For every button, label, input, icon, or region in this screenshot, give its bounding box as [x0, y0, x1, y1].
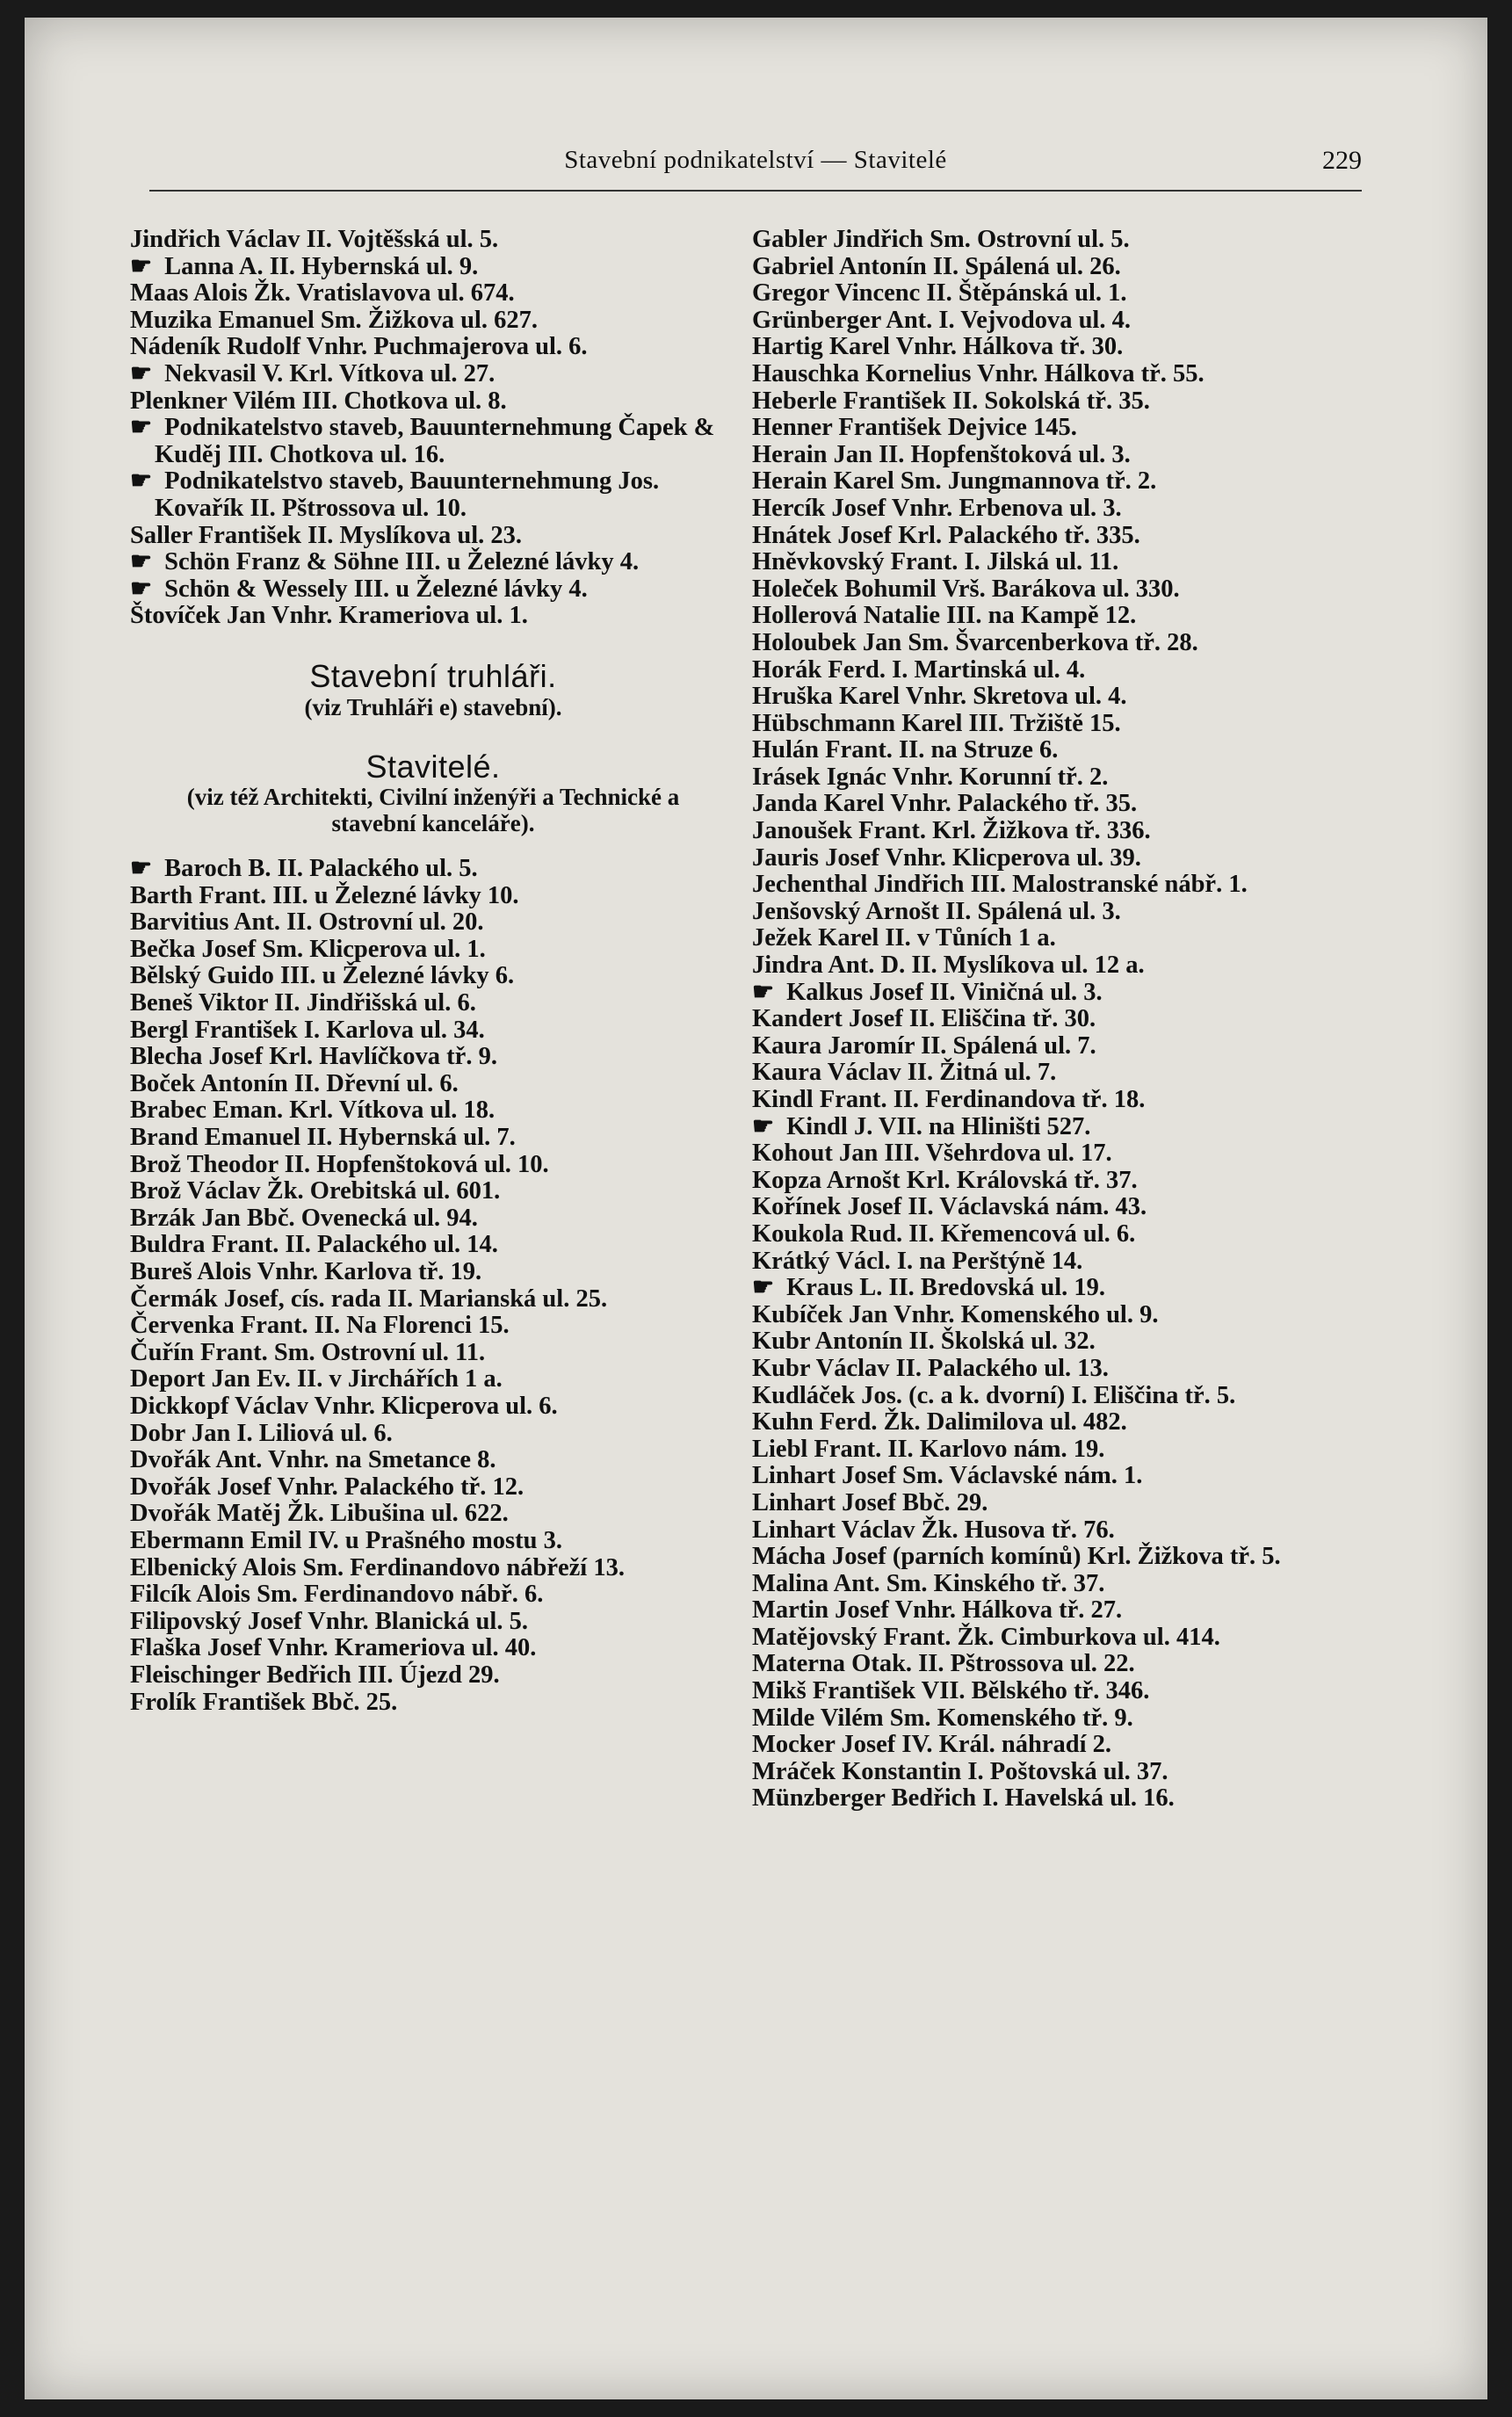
entry-text: Schön & Wessely III. u Železné lávky 4.: [164, 575, 588, 603]
directory-entry: [752, 980, 1367, 1007]
directory-entry: [130, 1662, 736, 1690]
directory-entry: [752, 1383, 1367, 1410]
pointing-hand-icon: ☛: [130, 467, 153, 496]
section-title-stavitele: Stavitelé.: [365, 748, 501, 785]
directory-entry: [752, 1651, 1367, 1678]
entry-text: Linhart Václav Žk. Husova tř. 76.: [752, 1516, 1115, 1544]
directory-entry: [130, 280, 736, 308]
entry-text: Liebl Frant. II. Karlovo nám. 19.: [752, 1435, 1105, 1463]
entry-text: Červenka Frant. II. Na Florenci 15.: [130, 1312, 510, 1340]
entry-text: Janda Karel Vnhr. Palackého tř. 35.: [752, 790, 1138, 818]
pointing-hand-icon: ☛: [130, 414, 153, 442]
entry-text: Lanna A. II. Hybernská ul. 9.: [164, 252, 479, 280]
directory-entry: [752, 1168, 1367, 1195]
directory-entry: [752, 1409, 1367, 1436]
entry-text: Kudláček Jos. (c. a k. dvorní) I. Eliščina tř. 5.: [752, 1381, 1236, 1409]
directory-entry: [752, 1625, 1367, 1652]
directory-entry: [752, 523, 1367, 550]
directory-entry: [752, 1140, 1367, 1168]
directory-entry: [130, 1178, 736, 1205]
entry-text: Kuhn Ferd. Žk. Dalimilova ul. 482.: [752, 1408, 1127, 1436]
book-page: [25, 18, 1487, 2399]
entry-text: Bergl František I. Karlova ul. 34.: [130, 1016, 485, 1044]
directory-entry: [752, 791, 1367, 818]
directory-entry: [752, 361, 1367, 388]
directory-entry: [752, 1248, 1367, 1276]
entry-text: Nádeník Rudolf Vnhr. Puchmajerova ul. 6.: [130, 333, 588, 361]
directory-entry: [130, 1474, 736, 1502]
directory-entry: [130, 549, 736, 576]
entry-text: Maas Alois Žk. Vratislavova ul. 674.: [130, 279, 515, 308]
directory-entry: [130, 1555, 736, 1582]
directory-entry: [130, 1205, 736, 1233]
directory-entry: [130, 963, 736, 990]
directory-entry: [752, 737, 1367, 764]
directory-entry: [752, 1759, 1367, 1786]
directory-entry: [752, 1328, 1367, 1356]
directory-entry: [752, 1463, 1367, 1490]
directory-entry: [130, 856, 736, 883]
directory-entry: [130, 1313, 736, 1340]
directory-entry: [752, 872, 1367, 899]
directory-entry: [752, 603, 1367, 630]
entry-text: Dobr Jan I. Liliová ul. 6.: [130, 1419, 393, 1447]
directory-entry: [130, 1097, 736, 1125]
pointing-hand-icon: ☛: [752, 1112, 775, 1140]
entry-text: Brož Václav Žk. Orebitská ul. 601.: [130, 1177, 501, 1205]
directory-entry: [752, 1517, 1367, 1545]
directory-entry: [752, 1033, 1367, 1060]
directory-entry: [752, 1597, 1367, 1625]
directory-entry: [752, 254, 1367, 281]
entries-stavitele-continued: [752, 227, 1367, 1813]
entry-text: Ebermann Emil IV. u Prašného mostu 3.: [130, 1526, 562, 1554]
directory-entry: [130, 603, 736, 630]
directory-entry: [752, 388, 1367, 416]
directory-entry: [130, 523, 736, 550]
entry-text: Dvořák Josef Vnhr. Palackého tř. 12.: [130, 1473, 524, 1501]
directory-entry: [752, 1060, 1367, 1087]
directory-entry: [130, 909, 736, 937]
entry-text: Mocker Josef IV. Král. náhradí 2.: [752, 1731, 1112, 1759]
directory-entry: [130, 1125, 736, 1152]
directory-entry: [752, 1490, 1367, 1517]
section-note-stavebni-truhlari: (viz Truhláři e) stavební).: [304, 693, 562, 720]
directory-entry: [130, 1581, 736, 1609]
directory-entry: [752, 1114, 1367, 1141]
directory-entry: [752, 496, 1367, 523]
directory-entry: [752, 1705, 1367, 1733]
entry-text: Blecha Josef Krl. Havlíčkova tř. 9.: [130, 1043, 497, 1071]
entry-text: Martin Josef Vnhr. Hálkova tř. 27.: [752, 1596, 1123, 1625]
directory-entry: [752, 468, 1367, 496]
entry-text: Frolík František Bbč. 25.: [130, 1688, 398, 1716]
entry-text: Herain Karel Sm. Jungmannova tř. 2.: [752, 467, 1157, 496]
pointing-hand-icon: ☛: [752, 978, 775, 1006]
directory-entry: [752, 764, 1367, 792]
directory-entry: [752, 657, 1367, 684]
entry-text: Gabriel Antonín II. Spálená ul. 26.: [752, 252, 1121, 280]
header-rule: [149, 190, 1362, 192]
directory-entry: [752, 280, 1367, 308]
entry-text: Holoubek Jan Sm. Švarcenberkova tř. 28.: [752, 628, 1198, 656]
entry-text: Kraus L. II. Bredovská ul. 19.: [786, 1274, 1106, 1302]
entry-text: Hauschka Kornelius Vnhr. Hálkova tř. 55.: [752, 359, 1205, 387]
entry-text: Kopza Arnošt Krl. Královská tř. 37.: [752, 1166, 1138, 1194]
directory-entry: [130, 1447, 736, 1474]
directory-entry: [130, 468, 736, 522]
directory-entry: [130, 1501, 736, 1528]
directory-entry: [752, 1194, 1367, 1221]
entry-text: Jindra Ant. D. II. Myslíkova ul. 12 a.: [752, 952, 1145, 980]
entry-text: Bělský Guido III. u Železné lávky 6.: [130, 962, 515, 990]
directory-entry: [130, 1609, 736, 1636]
directory-entry: [752, 1006, 1367, 1033]
directory-entry: [752, 899, 1367, 926]
directory-entry: [752, 684, 1367, 711]
entry-text: Jauris Josef Vnhr. Klicperova ul. 39.: [752, 843, 1141, 872]
entry-text: Schön Franz & Söhne III. u Železné lávky 4.: [164, 548, 640, 576]
directory-entry: [752, 630, 1367, 657]
directory-entry: [130, 1017, 736, 1045]
entry-text: Kindl Frant. II. Ferdinandova tř. 18.: [752, 1086, 1146, 1113]
entry-text: Buldra Frant. II. Palackého ul. 14.: [130, 1231, 498, 1259]
pointing-hand-icon: ☛: [130, 252, 153, 280]
directory-entry: [752, 227, 1367, 254]
entry-text: Hulán Frant. II. na Struze 6.: [752, 736, 1059, 764]
directory-entry: [130, 388, 736, 416]
directory-entry: [130, 883, 736, 910]
entries-podnikatelstvi: [130, 227, 736, 630]
page-header: [149, 141, 1362, 193]
entry-text: Milde Vilém Sm. Komenského tř. 9.: [752, 1704, 1133, 1732]
directory-entry: [752, 925, 1367, 952]
entry-text: Heberle František II. Sokolská tř. 35.: [752, 387, 1150, 415]
directory-entry: [752, 1732, 1367, 1759]
entry-text: Štovíček Jan Vnhr. Krameriova ul. 1.: [130, 602, 528, 630]
directory-entry: [130, 1152, 736, 1179]
entry-text: Linhart Josef Bbč. 29.: [752, 1488, 988, 1516]
entry-text: Plenkner Vilém III. Chotkova ul. 8.: [130, 387, 507, 415]
entry-text: Fleischinger Bedřich III. Újezd 29.: [130, 1661, 500, 1689]
directory-entry: [752, 1678, 1367, 1705]
entry-text: Dickkopf Václav Vnhr. Klicperova ul. 6.: [130, 1392, 558, 1420]
entry-text: Saller František II. Myslíkova ul. 23.: [130, 521, 523, 549]
entry-text: Brzák Jan Bbč. Ovenecká ul. 94.: [130, 1204, 478, 1232]
entry-text: Podnikatelstvo staveb, Bauunternehmung Čapek & Kuděj III. Chotkova ul. 16.: [155, 414, 715, 468]
directory-entry: [752, 1356, 1367, 1383]
directory-entry: [130, 1044, 736, 1071]
directory-entry: [130, 227, 736, 254]
entry-text: Hnátek Josef Krl. Palackého tř. 335.: [752, 521, 1140, 549]
directory-entry: [130, 1232, 736, 1259]
running-title: Stavební podnikatelství — Stavitelé: [564, 146, 947, 174]
entry-text: Mikš František VII. Bělského tř. 346.: [752, 1677, 1150, 1705]
entry-text: Filcík Alois Sm. Ferdinandovo nábř. 6.: [130, 1581, 544, 1609]
entry-text: Horák Ferd. I. Martinská ul. 4.: [752, 655, 1086, 684]
directory-entry: [752, 1436, 1367, 1464]
entry-text: Brož Theodor II. Hopfenštoková ul. 10.: [130, 1150, 549, 1178]
entry-text: Hercík Josef Vnhr. Erbenova ul. 3.: [752, 494, 1122, 522]
directory-entry: [752, 1785, 1367, 1813]
entry-text: Gabler Jindřich Sm. Ostrovní ul. 5.: [752, 226, 1130, 253]
entry-text: Kaura Václav II. Žitná ul. 7.: [752, 1059, 1057, 1087]
entry-text: Koukola Rud. II. Křemencová ul. 6.: [752, 1219, 1136, 1248]
directory-entry: [130, 415, 736, 468]
entry-text: Bečka Josef Sm. Klicperova ul. 1.: [130, 935, 486, 963]
directory-entry: [752, 1087, 1367, 1114]
entry-text: Filipovský Josef Vnhr. Blanická ul. 5.: [130, 1607, 528, 1635]
entry-text: Jindřich Václav II. Vojtěšská ul. 5.: [130, 226, 499, 253]
entry-text: Hartig Karel Vnhr. Hálkova tř. 30.: [752, 333, 1124, 361]
entry-text: Malina Ant. Sm. Kinského tř. 37.: [752, 1569, 1105, 1597]
entry-text: Brand Emanuel II. Hybernská ul. 7.: [130, 1124, 516, 1152]
entry-text: Holeček Bohumil Vrš. Barákova ul. 330.: [752, 575, 1180, 603]
directory-entry: [130, 1071, 736, 1098]
entry-text: Herain Jan II. Hopfenštoková ul. 3.: [752, 440, 1131, 468]
directory-entry: [130, 1366, 736, 1393]
directory-entry: [752, 308, 1367, 335]
directory-entry: [130, 308, 736, 335]
entry-text: Münzberger Bedřich I. Havelská ul. 16.: [752, 1784, 1175, 1813]
directory-entry: [752, 1302, 1367, 1329]
entry-text: Hollerová Natalie III. na Kampě 12.: [752, 602, 1137, 630]
entry-text: Janoušek Frant. Krl. Žižkova tř. 336.: [752, 817, 1151, 845]
directory-entry: [130, 1690, 736, 1717]
directory-entry: [130, 990, 736, 1017]
entry-text: Kohout Jan III. Všehrdova ul. 17.: [752, 1140, 1112, 1168]
entry-text: Kalkus Josef II. Viničná ul. 3.: [786, 978, 1103, 1006]
entry-text: Brabec Eman. Krl. Vítkova ul. 18.: [130, 1096, 496, 1125]
entry-text: Hübschmann Karel III. Tržiště 15.: [752, 709, 1121, 737]
right-column: [752, 227, 1367, 1813]
entry-text: Dvořák Ant. Vnhr. na Smetance 8.: [130, 1446, 496, 1474]
entry-text: Boček Antonín II. Dřevní ul. 6.: [130, 1069, 459, 1097]
entry-text: Dvořák Matěj Žk. Libušina ul. 622.: [130, 1500, 509, 1528]
entry-text: Elbenický Alois Sm. Ferdinandovo nábřeží 13.: [130, 1553, 625, 1581]
directory-entry: [130, 361, 736, 388]
entry-text: Barvitius Ant. II. Ostrovní ul. 20.: [130, 908, 484, 937]
entry-text: Baroch B. II. Palackého ul. 5.: [164, 855, 478, 883]
directory-entry: [130, 1393, 736, 1421]
entry-text: Kubr Václav II. Palackého ul. 13.: [752, 1354, 1109, 1382]
entry-text: Kaura Jaromír II. Spálená ul. 7.: [752, 1031, 1096, 1060]
directory-entry: [752, 818, 1367, 845]
directory-entry: [130, 576, 736, 604]
entry-text: Kubíček Jan Vnhr. Komenského ul. 9.: [752, 1300, 1159, 1328]
entry-text: Muzika Emanuel Sm. Žižkova ul. 627.: [130, 306, 538, 334]
directory-entry: [752, 1544, 1367, 1571]
pointing-hand-icon: ☛: [130, 855, 153, 883]
directory-entry: [130, 1421, 736, 1448]
entry-text: Hněvkovský Frant. I. Jilská ul. 11.: [752, 548, 1119, 576]
entry-text: Ježek Karel II. v Tůních 1 a.: [752, 924, 1056, 952]
directory-entry: [752, 1571, 1367, 1598]
directory-entry: [752, 576, 1367, 604]
entry-text: Gregor Vincenc II. Štěpánská ul. 1.: [752, 279, 1127, 308]
entry-text: Beneš Viktor II. Jindřišská ul. 6.: [130, 989, 476, 1017]
entry-text: Henner František Dejvice 145.: [752, 414, 1077, 442]
directory-entry: [130, 1340, 736, 1367]
entry-text: Podnikatelstvo staveb, Bauunternehmung Jos. Kovařík II. Pštrossova ul. 10.: [155, 467, 660, 522]
section-title-stavebni-truhlari: Stavební truhláři.: [309, 657, 557, 694]
entry-text: Kořínek Josef II. Václavská nám. 43.: [752, 1193, 1147, 1221]
entry-text: Jechenthal Jindřich III. Malostranské nábř. 1.: [752, 871, 1248, 899]
entry-text: Mácha Josef (parních komínů) Krl. Žižkova tř. 5.: [752, 1543, 1281, 1571]
page-number: 229: [1322, 146, 1362, 175]
entry-text: Bureš Alois Vnhr. Karlova tř. 19.: [130, 1258, 482, 1285]
entry-text: Kubr Antonín II. Školská ul. 32.: [752, 1328, 1096, 1356]
entry-text: Čermák Josef, cís. rada II. Marianská ul. 25.: [130, 1284, 608, 1313]
directory-entry: [752, 415, 1367, 442]
directory-entry: [130, 1286, 736, 1313]
directory-entry: [752, 845, 1367, 872]
directory-entry: [752, 549, 1367, 576]
directory-entry: [130, 334, 736, 361]
directory-entry: [752, 442, 1367, 469]
entry-text: Nekvasil V. Krl. Vítkova ul. 27.: [164, 359, 496, 387]
entry-text: Materna Otak. II. Pštrossova ul. 22.: [752, 1650, 1135, 1678]
pointing-hand-icon: ☛: [130, 548, 153, 576]
entry-text: Jenšovský Arnošt II. Spálená ul. 3.: [752, 897, 1121, 925]
directory-entry: [752, 952, 1367, 980]
entry-text: Linhart Josef Sm. Václavské nám. 1.: [752, 1462, 1143, 1490]
entries-stavitele: [130, 856, 736, 1716]
directory-entry: [752, 334, 1367, 361]
directory-entry: [130, 1528, 736, 1555]
directory-entry: [130, 254, 736, 281]
pointing-hand-icon: ☛: [130, 575, 153, 603]
directory-entry: [130, 1259, 736, 1286]
entry-text: Flaška Josef Vnhr. Krameriova ul. 40.: [130, 1634, 537, 1662]
directory-entry: [752, 1221, 1367, 1248]
left-column: [130, 227, 736, 1716]
entry-text: Barth Frant. III. u Železné lávky 10.: [130, 881, 519, 909]
directory-entry: [130, 1635, 736, 1662]
section-note-stavitele: (viz též Architekti, Civilní inženýři a Technické a stavební kanceláře).: [186, 784, 680, 837]
directory-entry: [130, 937, 736, 964]
entry-text: Mráček Konstantin I. Poštovská ul. 37.: [752, 1757, 1168, 1785]
entry-text: Krátký Václ. I. na Perštýně 14.: [752, 1247, 1083, 1275]
entry-text: Kindl J. VII. na Hliništi 527.: [786, 1112, 1091, 1140]
directory-entry: [752, 1275, 1367, 1302]
entry-text: Grünberger Ant. I. Vejvodova ul. 4.: [752, 306, 1131, 334]
directory-entry: [752, 711, 1367, 738]
entry-text: Hruška Karel Vnhr. Skretova ul. 4.: [752, 683, 1127, 711]
entry-text: Čuřín Frant. Sm. Ostrovní ul. 11.: [130, 1338, 486, 1366]
entry-text: Matějovský Frant. Žk. Cimburkova ul. 414.: [752, 1623, 1220, 1651]
entry-text: Kandert Josef II. Eliščina tř. 30.: [752, 1005, 1096, 1033]
entry-text: Irásek Ignác Vnhr. Korunní tř. 2.: [752, 763, 1109, 791]
pointing-hand-icon: ☛: [130, 359, 153, 387]
entry-text: Deport Jan Ev. II. v Jirchářích 1 a.: [130, 1365, 503, 1393]
pointing-hand-icon: ☛: [752, 1274, 775, 1302]
